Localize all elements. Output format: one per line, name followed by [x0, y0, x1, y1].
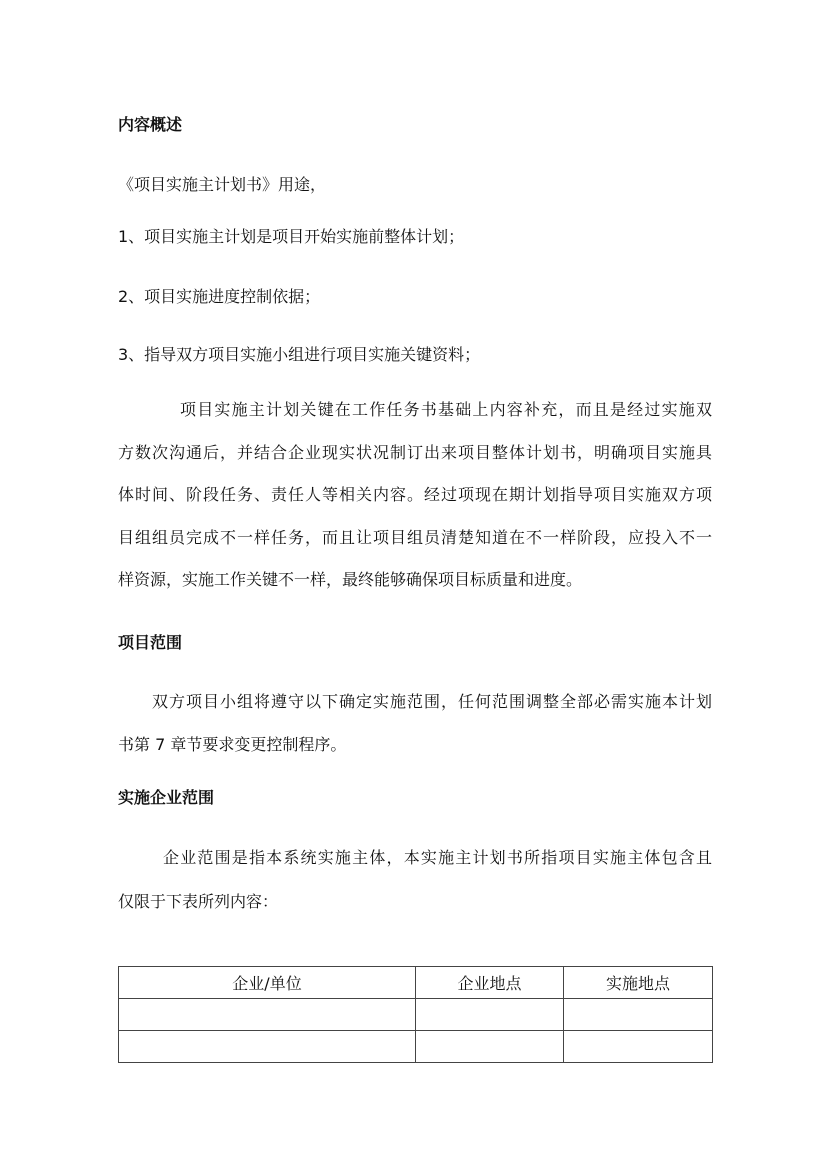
overview-item-1: 1、项目实施主计划是项目开始实施前整体计划； — [118, 227, 465, 246]
overview-paragraph-line-4: 目组组员完成不一样任务，而且让项目组员清楚知道在不一样阶段，应投入不一 — [118, 528, 712, 547]
company-scope-table — [118, 966, 713, 1063]
overview-item-3: 3、指导双方项目实施小组进行项目实施关键资料； — [118, 345, 481, 364]
overview-intro: 《项目实施主计划书》用途， — [118, 175, 327, 194]
scope-paragraph-line-2: 书第 7 章节要求变更控制程序。 — [118, 735, 347, 754]
table-cell — [416, 1031, 564, 1063]
overview-paragraph-line-1: 项目实施主计划关键在工作任务书基础上内容补充，而且是经过实施双 — [180, 400, 712, 419]
table-cell — [416, 999, 564, 1031]
table-header-row — [119, 967, 713, 999]
overview-paragraph-line-5: 样资源，实施工作关键不一样，最终能够确保项目标质量和进度。 — [118, 570, 583, 589]
overview-heading: 内容概述 — [118, 115, 183, 134]
table-cell — [119, 1031, 416, 1063]
table-header-implementation-location: 实施地点 — [564, 967, 713, 999]
table-header-company: 企业/单位 — [119, 967, 416, 999]
overview-item-2: 2、项目实施进度控制依据； — [118, 287, 321, 306]
company-scope-heading: 实施企业范围 — [118, 788, 215, 807]
table-cell — [564, 999, 713, 1031]
overview-paragraph-line-3: 体时间、阶段任务、责任人等相关内容。经过项现在期计划指导项目实施双方项 — [118, 485, 712, 504]
table-cell — [119, 999, 416, 1031]
scope-paragraph-line-1: 双方项目小组将遵守以下确定实施范围，任何范围调整全部必需实施本计划 — [152, 692, 712, 711]
company-scope-paragraph-line-1: 企业范围是指本系统实施主体，本实施主计划书所指项目实施主体包含且 — [163, 848, 712, 867]
table-row — [119, 999, 713, 1031]
overview-paragraph-line-2: 方数次沟通后，并结合企业现实状况制订出来项目整体计划书，明确项目实施具 — [118, 443, 712, 462]
scope-heading: 项目范围 — [118, 633, 183, 652]
table-cell — [564, 1031, 713, 1063]
company-scope-paragraph-line-2: 仅限于下表所列内容： — [118, 892, 279, 911]
table-row — [119, 1031, 713, 1063]
table-header-company-location: 企业地点 — [416, 967, 564, 999]
